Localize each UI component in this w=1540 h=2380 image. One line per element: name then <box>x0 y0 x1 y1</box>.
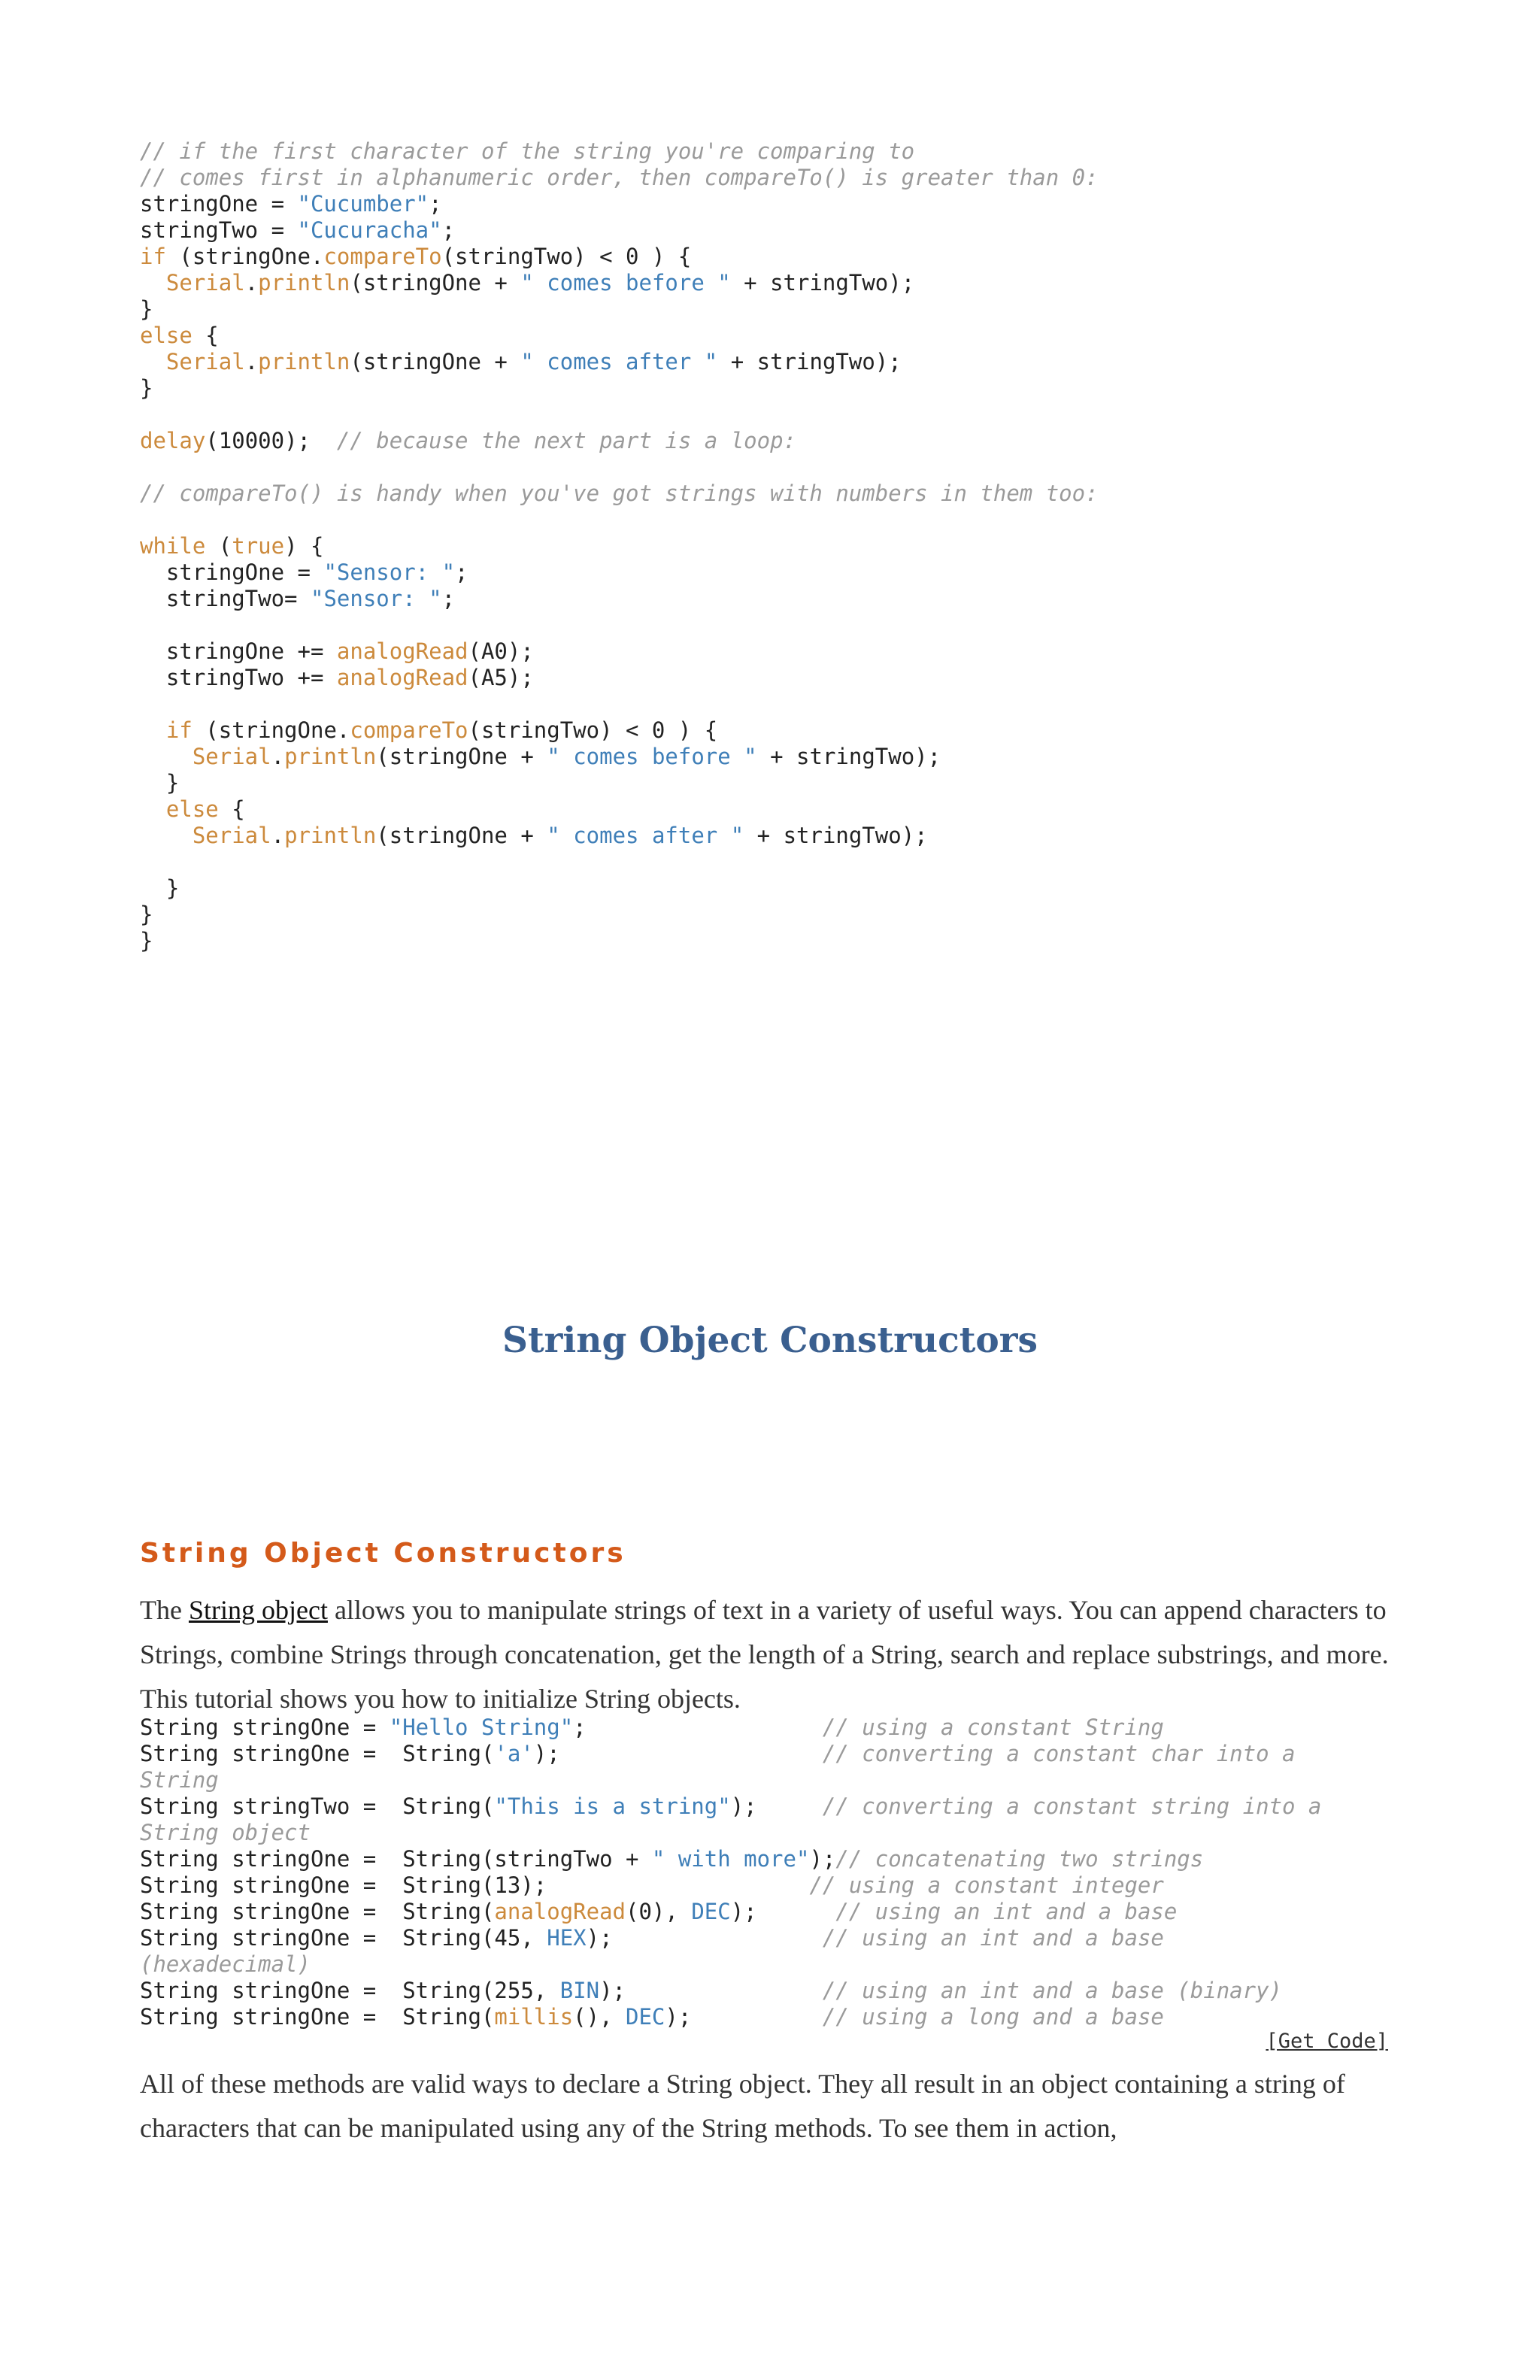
code-token: } <box>140 770 180 796</box>
code-token: } <box>140 375 153 401</box>
code-token: String <box>140 1767 219 1793</box>
code-token: String stringOne = String( <box>140 1899 495 1924</box>
code-token: stringOne += <box>140 638 337 664</box>
code-token: millis <box>494 2004 574 2030</box>
code-token: ; <box>441 217 456 243</box>
code-token: . <box>271 823 285 848</box>
intro-text-start: The <box>140 1595 189 1625</box>
code-token: analogRead <box>336 638 468 664</box>
code-token: // because the next part is a loop: <box>336 428 797 453</box>
code-token: if <box>165 717 192 743</box>
code-token: else <box>140 323 192 348</box>
code-token: Serial <box>165 270 245 296</box>
code-token: . <box>244 270 259 296</box>
code-token: compareTo <box>350 717 468 743</box>
code-token: 'a' <box>494 1741 534 1766</box>
code-line <box>140 902 1099 928</box>
code-token: "Cucuracha" <box>297 217 442 243</box>
code-token: (), <box>573 2004 626 2030</box>
code-line <box>140 533 1099 559</box>
code-line <box>140 612 1099 638</box>
code-token: // if the first character of the string you're comparing to <box>140 138 915 164</box>
code-token: // converting a constant char into a <box>822 1741 1296 1766</box>
code-token: + stringTwo); <box>717 349 902 374</box>
code-token: // comes first in alphanumeric order, then compareTo() is greater than 0: <box>140 165 1099 190</box>
code-token: (stringOne + <box>350 349 521 374</box>
code-token: } <box>140 296 153 322</box>
code-token: // using an int and a base (binary) <box>822 1978 1282 2003</box>
code-line <box>140 1899 1388 1925</box>
code-token: // using a long and a base <box>822 2004 1164 2030</box>
code-token: (A5); <box>468 665 534 690</box>
code-token: ); <box>730 1899 836 1924</box>
code-line <box>140 296 1099 323</box>
subsection-title: String Object Constructors <box>140 1538 626 1569</box>
code-line <box>140 796 1099 823</box>
code-line <box>140 323 1099 349</box>
code-token: " comes before " <box>547 744 757 769</box>
code-token: println <box>258 270 350 296</box>
code-token: } <box>140 928 153 954</box>
code-token: String stringOne = String(45, <box>140 1925 547 1951</box>
code-token: (stringOne + <box>376 744 547 769</box>
code-token: stringTwo= <box>140 586 311 611</box>
code-token: (stringOne. <box>165 244 324 269</box>
code-line <box>140 744 1099 770</box>
code-line <box>140 454 1099 481</box>
code-line <box>140 1846 1388 1872</box>
code-line <box>140 823 1099 849</box>
code-token: String stringOne = String(255, <box>140 1978 560 2003</box>
code-token: stringOne = <box>140 559 324 585</box>
code-token <box>140 349 166 374</box>
code-token: " comes after " <box>547 823 744 848</box>
code-token: } <box>140 875 180 901</box>
code-line <box>140 1793 1388 1820</box>
code-token: "Sensor: " <box>323 559 456 585</box>
code-token: } <box>140 902 153 927</box>
code-line <box>140 638 1099 665</box>
code-token: String stringOne = String(stringTwo + <box>140 1846 652 1872</box>
code-line <box>140 165 1099 191</box>
code-token: println <box>258 349 350 374</box>
code-token: // using a constant String <box>822 1715 1164 1740</box>
code-token: stringTwo += <box>140 665 337 690</box>
code-line <box>140 928 1099 954</box>
closing-paragraph: All of these methods are valid ways to declare a String object. They all result in an object containing a string of characters that can be manipulated using any of the String methods. To see them in action, <box>140 2069 1345 2143</box>
code-line <box>140 270 1099 296</box>
code-token: ; <box>441 586 456 611</box>
code-line <box>140 217 1099 244</box>
code-line <box>140 1767 1388 1793</box>
code-line <box>140 349 1099 375</box>
string-object-link[interactable]: String object <box>188 1595 328 1625</box>
code-line <box>140 875 1099 902</box>
code-token: (0), <box>626 1899 692 1924</box>
code-line <box>140 507 1099 533</box>
code-token <box>140 717 166 743</box>
code-token: analogRead <box>494 1899 626 1924</box>
code-token: ) { <box>284 533 324 559</box>
code-token: ); <box>599 1978 823 2003</box>
code-line <box>140 1951 1388 1978</box>
code-token: ); <box>665 2004 823 2030</box>
intro-text-rest: allows you to manipulate strings of text in a variety of useful ways. You can append characters to Strings, combine Strings through concatenation, get the length of a String, search and replace substrings, and more. This tutorial shows you how to initialize String objects. <box>140 1595 1389 1714</box>
code-line <box>140 375 1099 402</box>
code-token: (stringOne + <box>350 270 521 296</box>
code-token: + stringTwo); <box>744 823 928 848</box>
code-token: (stringOne. <box>192 717 350 743</box>
code-line <box>140 244 1099 270</box>
code-token: (stringTwo) < 0 ) { <box>468 717 718 743</box>
code-token: "Cucumber" <box>297 191 429 217</box>
code-token: ); <box>730 1793 823 1819</box>
code-token: String object <box>140 1820 311 1845</box>
code-token <box>140 270 166 296</box>
code-token: "Sensor: " <box>310 586 442 611</box>
section-title: String Object Constructors <box>502 1320 1038 1361</box>
code-line <box>140 138 1099 165</box>
code-token: ; <box>573 1715 823 1740</box>
code-block-constructors <box>140 1715 1388 2030</box>
code-token: Serial <box>165 349 245 374</box>
code-token: String stringOne = String( <box>140 2004 495 2030</box>
code-token: String stringOne = <box>140 1715 390 1740</box>
code-line <box>140 481 1099 507</box>
code-line <box>140 559 1099 586</box>
code-token: (stringOne + <box>376 823 547 848</box>
code-line <box>140 2004 1388 2030</box>
code-token: while <box>140 533 206 559</box>
code-token: DEC <box>691 1899 731 1924</box>
code-line <box>140 770 1099 796</box>
code-line <box>140 717 1099 744</box>
code-token: ( <box>205 533 232 559</box>
code-token: + stringTwo); <box>756 744 941 769</box>
code-line <box>140 1741 1388 1767</box>
code-token: compareTo <box>323 244 442 269</box>
code-token: Serial <box>192 744 271 769</box>
get-code-link[interactable]: [Get Code] <box>1266 2030 1388 2053</box>
code-token: println <box>284 823 377 848</box>
code-token: String stringOne = String(13); <box>140 1872 810 1898</box>
code-line <box>140 1820 1388 1846</box>
code-token: BIN <box>559 1978 600 2003</box>
code-token: // using an int and a base <box>835 1899 1178 1924</box>
code-token: // using an int and a base <box>822 1925 1164 1951</box>
code-token: ; <box>455 559 468 585</box>
code-token: // using a constant integer <box>809 1872 1164 1898</box>
code-token: ); <box>533 1741 823 1766</box>
code-token: "Hello String" <box>389 1715 574 1740</box>
code-token: String stringOne = String( <box>140 1741 495 1766</box>
code-token: " comes after " <box>520 349 718 374</box>
code-token: ); <box>809 1846 836 1872</box>
code-token: // compareTo() is handy when you've got strings with numbers in them too: <box>140 481 1099 506</box>
code-token: Serial <box>192 823 271 848</box>
code-token: { <box>218 796 245 822</box>
code-token: (stringTwo) < 0 ) { <box>441 244 692 269</box>
code-token <box>140 796 166 822</box>
code-token: HEX <box>547 1925 587 1951</box>
code-line <box>140 402 1099 428</box>
code-token: " comes before " <box>520 270 731 296</box>
code-token: analogRead <box>336 665 468 690</box>
code-token: // converting a constant string into a <box>822 1793 1322 1819</box>
code-token: if <box>140 244 166 269</box>
code-token: delay <box>140 428 206 453</box>
code-line <box>140 586 1099 612</box>
code-line <box>140 1978 1388 2004</box>
code-token: // concatenating two strings <box>835 1846 1204 1872</box>
code-token: { <box>192 323 219 348</box>
code-line <box>140 665 1099 691</box>
code-token: String stringTwo = String( <box>140 1793 495 1819</box>
code-token: . <box>271 744 285 769</box>
code-token: stringTwo = <box>140 217 298 243</box>
code-line <box>140 849 1099 875</box>
code-token: "This is a string" <box>494 1793 731 1819</box>
code-token: " with more" <box>651 1846 810 1872</box>
code-token: (hexadecimal) <box>140 1951 311 1977</box>
code-block-compareto <box>140 138 1099 954</box>
code-token: ); <box>586 1925 823 1951</box>
code-token: . <box>244 349 259 374</box>
code-token <box>140 823 192 848</box>
code-line <box>140 428 1099 454</box>
code-line <box>140 691 1099 717</box>
code-token: (10000); <box>205 428 337 453</box>
code-line <box>140 1715 1388 1741</box>
code-token <box>140 744 192 769</box>
code-token: DEC <box>626 2004 665 2030</box>
code-token: ; <box>429 191 442 217</box>
code-token: + stringTwo); <box>730 270 915 296</box>
code-line <box>140 1925 1388 1951</box>
code-token: stringOne = <box>140 191 298 217</box>
code-token: println <box>284 744 377 769</box>
code-line <box>140 1872 1388 1899</box>
code-token: else <box>165 796 219 822</box>
code-line <box>140 191 1099 217</box>
code-token: (A0); <box>468 638 534 664</box>
code-token: true <box>232 533 285 559</box>
intro-paragraph <box>140 1588 1403 1721</box>
